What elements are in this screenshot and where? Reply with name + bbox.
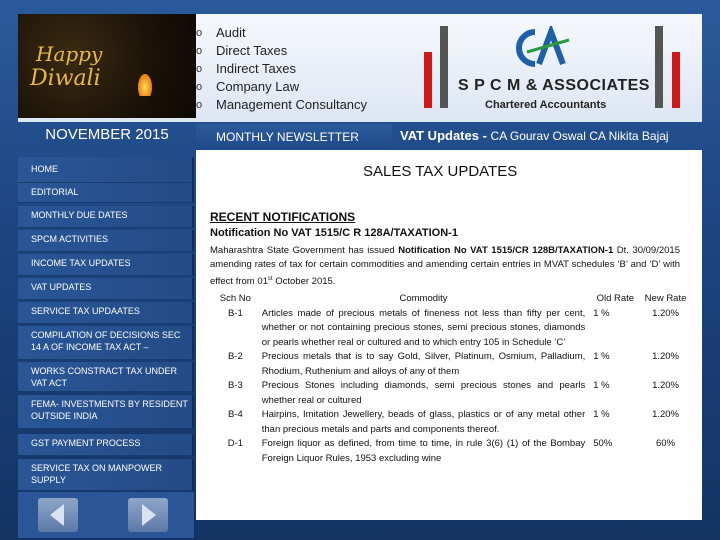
sidebar-item-income-tax-updates[interactable]: INCOME TAX UPDATES bbox=[18, 254, 194, 276]
services-list bbox=[196, 24, 367, 114]
sidebar-item-compilation[interactable]: COMPILATION OF DECISIONS SEC 14 A OF INCOME TAX ACT – bbox=[18, 326, 194, 360]
vat-updates-title: VAT Updates - CA Gourav Oswal CA Nikita Bajaj bbox=[400, 128, 669, 143]
notification-paragraph: Maharashtra State Government has issued Notification No VAT 1515/CR 128B/TAXATION-1 Dt. 30/09/2015 amending rates of tax for certain commodities and amending certain entries in MVAT schedules ‘B’ and ‘D’ with effect from 01st October 2015. bbox=[210, 245, 680, 288]
sidebar-item-vat-updates[interactable]: VAT UPDATES bbox=[18, 278, 194, 300]
greeting-line2: Diwali bbox=[30, 66, 101, 91]
sidebar-item-spcm-activities[interactable]: SPCM ACTIVITIES bbox=[18, 230, 194, 252]
table-row: B-2 Precious metals that is to say Gold, Silver, Platinum, Osmium, Palladium, Rhodium, Ruthenium and alloys of any of them 1 % 1.20% bbox=[227, 351, 679, 377]
table-row: B-3 Precious Stones including diamonds, semi precious stones and pearls whether real or cultured 1 % 1.20% bbox=[227, 380, 679, 406]
table-row: B-1 Articles made of precious metals of fineness not less than fifty per cent, whether or not containing precious stones, semi precious stones, diamonds or pearls whether real or cultured and to which entry 105 in Schedule ‘C’ 1 % 1.20% bbox=[227, 307, 679, 348]
greeting-line1: Happy bbox=[36, 42, 103, 66]
notification-heading: Notification No VAT 1515/C R 128A/TAXATION-1 bbox=[210, 227, 458, 239]
firm-subtitle: Chartered Accountants bbox=[485, 99, 607, 111]
decor-bar bbox=[655, 26, 663, 108]
recent-notifications-heading: RECENT NOTIFICATIONS bbox=[210, 210, 356, 224]
column-header: New Rate bbox=[644, 293, 687, 304]
table-row: B-4 Hairpins, Imitation Jewellery, beads of glass, plastics or of any metal other than precious metals and parts and components thereof. 1 % 1.20% bbox=[227, 409, 679, 435]
sidebar-item-fema[interactable]: FEMA- INVESTMENTS BY RESIDENT OUTSIDE INDIA bbox=[18, 395, 194, 429]
firm-name: S P C M & ASSOCIATES bbox=[458, 77, 650, 94]
sales-tax-title: SALES TAX UPDATES bbox=[363, 163, 518, 180]
column-header: Old Rate bbox=[596, 293, 635, 304]
next-button[interactable] bbox=[128, 498, 168, 532]
sidebar-item-service-tax-updates[interactable]: SERVICE TAX UPDAATES bbox=[18, 302, 194, 324]
sidebar-item-works-contract-tax[interactable]: WORKS CONSTRACT TAX UNDER VAT ACT bbox=[18, 362, 194, 392]
sidebar-item-monthly-due-dates[interactable]: MONTHLY DUE DATES bbox=[18, 206, 194, 228]
rates-table bbox=[213, 292, 693, 466]
diwali-greeting-image bbox=[18, 14, 196, 118]
ca-logo-icon bbox=[505, 26, 573, 70]
arrow-left-icon bbox=[38, 498, 78, 532]
previous-button[interactable] bbox=[38, 498, 78, 532]
decor-bar bbox=[672, 52, 680, 108]
newsletter-label: MONTHLY NEWSLETTER bbox=[196, 124, 392, 150]
vat-authors: CA Gourav Oswal CA Nikita Bajaj bbox=[490, 129, 669, 143]
month-label: NOVEMBER 2015 bbox=[45, 126, 169, 143]
sidebar-item-home[interactable]: HOME bbox=[18, 157, 194, 183]
table-row: D-1 Foreign liquor as defined, from time to time, in rule 3(6) (1) of the Bombay Foreign Liquor Rules, 1953 excluding wine 50% 60% bbox=[227, 438, 676, 464]
arrow-right-icon bbox=[128, 498, 168, 532]
decor-bar bbox=[440, 26, 448, 108]
service-item: o Company Law bbox=[196, 79, 300, 94]
diya-icon bbox=[138, 74, 152, 96]
service-item: o Indirect Taxes bbox=[196, 61, 296, 76]
service-item: o Audit bbox=[196, 25, 246, 40]
sidebar-item-editorial[interactable]: EDITORIAL bbox=[18, 183, 194, 203]
column-header: Commodity bbox=[399, 293, 448, 304]
service-item: o Management Consultancy bbox=[196, 97, 368, 112]
sidebar-item-service-tax-manpower[interactable]: SERVICE TAX ON MANPOWER SUPPLY bbox=[18, 459, 194, 491]
sidebar-item-gst-payment[interactable]: GST PAYMENT PROCESS bbox=[18, 434, 194, 456]
column-header: Sch No bbox=[219, 293, 251, 304]
decor-bar bbox=[424, 52, 432, 108]
table-header-row bbox=[213, 292, 693, 307]
service-item: o Direct Taxes bbox=[196, 43, 288, 58]
